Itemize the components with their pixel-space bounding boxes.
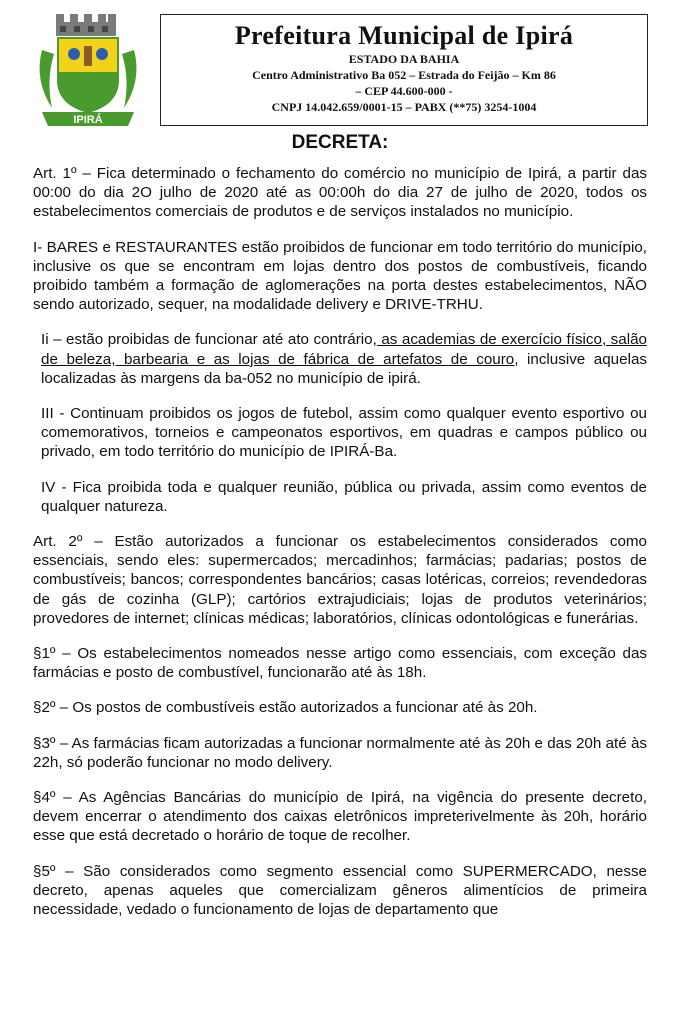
decree-heading: DECRETA:: [291, 132, 389, 153]
paragraph-art-1: Art. 1º – Fica determinado o fechamento do comércio no município de Ipirá, a partir das 00:00 do dia 2O julho de 2020 até as 00:00h do dia 27 de julho de 2020, todos os estabelecimentos comerciais de produtos e de serviços instalados no município.: [33, 165, 647, 221]
paragraph-item-iii: III - Continuam proibidos os jogos de futebol, assim como qualquer evento esportivo ou comemorativos, torneios e campeonatos esportivos, em quadras e campos público ou privado, em todo território do município de IPIRÁ-Ba.: [41, 405, 647, 461]
cnpj-line: CNPJ 14.042.659/0001-15 – PABX (**75) 3254-1004: [271, 100, 537, 114]
paragraph-item-iv: IV - Fica proibida toda e qualquer reunião, pública ou privada, assim como eventos de qualquer natureza.: [41, 478, 647, 515]
address-line: Centro Administrativo Ba 052 – Estrada do Feijão – Km 86: [252, 68, 556, 82]
municipality-title: Prefeitura Municipal de Ipirá: [234, 21, 574, 50]
paragraph-section-2: §2º – Os postos de combustíveis estão autorizados a funcionar até às 20h.: [33, 699, 538, 717]
logo-ribbon-text: IPIRÁ: [73, 114, 103, 126]
paragraph-item-ii: [33, 330, 647, 388]
letterhead: [32, 10, 652, 132]
paragraph-section-5: §5º – São considerados como segmento essencial como SUPERMERCADO, nesse decreto, apenas aqueles que comercializam gêneros alimentícios de primeira necessidade, vedado o funcionamento de lojas de departamento que: [33, 862, 647, 919]
decree-body: [33, 164, 647, 935]
paragraph-item-i: I- BARES e RESTAURANTES estão proibidos de funcionar em todo território do município, inclusive os que se encontram em lojas dentro dos postos de combustíveis, ficando proibido também a formação de aglomerações na porta destes estabelecimentos, NÃO sendo autorizado, sequer, na modalidade delivery e DRIVE-TRHU.: [33, 238, 647, 314]
item-ii-lead: Ii – estão proibidas de funcionar até ato contrário,: [41, 331, 377, 349]
state-line: ESTADO DA BAHIA: [348, 52, 460, 66]
paragraph-section-3: §3º – As farmácias ficam autorizadas a funcionar normalmente até às 20h e das 20h até às 22h, só poderão funcionar no modo delivery.: [33, 734, 647, 771]
coat-of-arms-logo: [32, 10, 144, 130]
paragraph-section-1: §1º – Os estabelecimentos nomeados nesse artigo como essenciais, com exceção das farmácias e posto de combustível, funcionarão até às 18h.: [33, 645, 647, 682]
letterhead-box: [160, 14, 648, 126]
paragraph-art-2: Art. 2º – Estão autorizados a funcionar os estabelecimentos considerados como essenciais, sendo eles: supermercados; mercadinhos; farmácias; padarias; postos de combustíveis; bancos; correspondentes bancários; casas lotéricas, correios; revendedoras de gás de cozinha (GLP); cartórios extrajudiciais; lojas de produtos veterinários; provedores de internet; clínicas médicas; laboratórios, clínicas odontológicas e funerárias.: [33, 533, 647, 627]
item-ii-tail: inclusive aquelas localizadas às margens da ba-052 no município de ipirá.: [41, 350, 647, 387]
item-ii-underlined: as academias de exercício físico, salão de beleza, barbearia e as lojas de fábrica de artefatos de couro,: [41, 331, 647, 368]
cep-line: – CEP 44.600-000 -: [355, 84, 453, 98]
paragraph-section-4: §4º – As Agências Bancárias do município de Ipirá, na vigência do presente decreto, devem encerrar o atendimento dos caixas eletrônicos impreterivelmente às 20h, horário esse que está decretado o horário de toque de recolher.: [33, 789, 647, 845]
